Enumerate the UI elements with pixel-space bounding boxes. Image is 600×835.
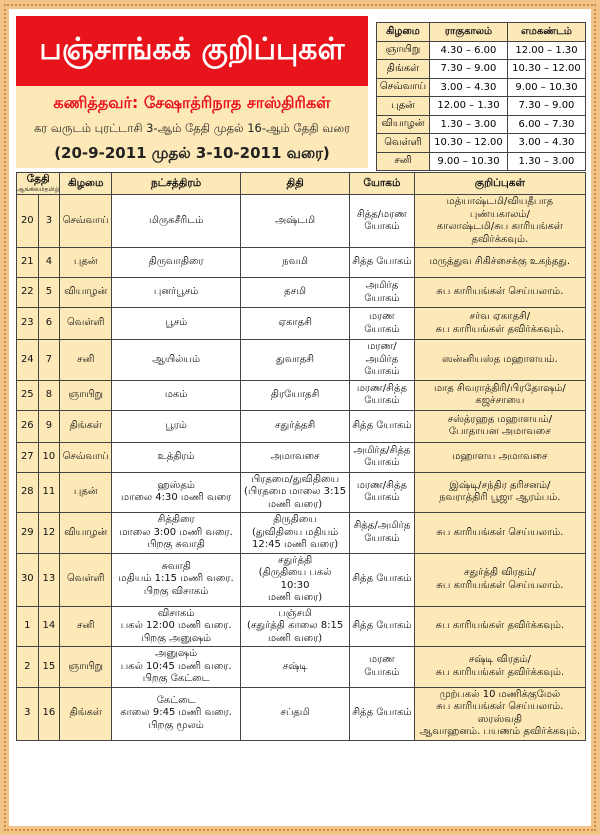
date-tamil: 10	[38, 442, 60, 472]
rahu-day: புதன்	[377, 97, 430, 116]
date-tamil: 6	[38, 308, 60, 340]
date-tamil: 7	[38, 340, 60, 381]
rahu-day: சனி	[377, 152, 430, 171]
tithi-cell: திருதியை (துவிதியை மதியம் 12:45 மணி வரை)	[241, 513, 350, 554]
ema-time: 9.00 – 10.30	[507, 78, 585, 97]
tithi-cell: நவமி	[241, 248, 350, 278]
page-title: பஞ்சாங்கக் குறிப்புகள்	[16, 16, 368, 86]
date-tamil: 5	[38, 278, 60, 308]
header-date: தேதி ஆங்கிலம் தமிழ்	[17, 173, 60, 193]
date-tamil: 4	[38, 248, 60, 278]
star-cell: திருவாதிரை	[112, 248, 241, 278]
header-day: கிழமை	[60, 173, 112, 195]
header-date-english: ஆங்கிலம்	[17, 186, 45, 193]
day-cell: சனி	[60, 340, 112, 381]
star-cell: ஹஸ்தம் மாலை 4:30 மணி வரை	[112, 472, 241, 513]
table-row	[17, 606, 586, 647]
rahu-day: வெள்ளி	[377, 134, 430, 153]
date-english: 22	[17, 278, 39, 308]
rahu-day: செவ்வாய்	[377, 78, 430, 97]
rahu-row	[377, 41, 586, 60]
rahu-header-day: கிழமை	[377, 23, 430, 42]
notes-cell: சுப காரியங்கள் செய்யலாம்.	[414, 513, 585, 554]
date-line: கர வருடம் புரட்டாசி 3-ஆம் தேதி முதல் 16-ஆம் தேதி வரை	[33, 121, 351, 135]
tithi-cell: சதுர்த்தசி	[241, 410, 350, 442]
table-row	[17, 278, 586, 308]
day-cell: வியாழன்	[60, 513, 112, 554]
date-english: 30	[17, 553, 39, 606]
rahu-day: திங்கள்	[377, 60, 430, 79]
notes-cell: இஷ்டி/சந்திர தரிசனம்/ நவராத்திரி பூஜா ஆரம்பம்.	[414, 472, 585, 513]
star-cell: விசாகம் பகல் 12:00 மணி வரை. பிறகு அனுஷம்	[112, 606, 241, 647]
day-cell: செவ்வாய்	[60, 195, 112, 248]
tithi-cell: பஞ்சமி (சதுர்த்தி காலை 8:15 மணி வரை)	[241, 606, 350, 647]
yogam-cell: மரண யோகம்	[350, 647, 415, 688]
header-notes: குறிப்புகள்	[414, 173, 585, 195]
table-row	[17, 553, 586, 606]
rahu-row	[377, 115, 586, 134]
header-tithi: திதி	[241, 173, 350, 195]
rahu-time: 7.30 – 9.00	[429, 60, 507, 79]
date-tamil: 16	[38, 687, 60, 740]
tithi-cell: துவாதசி	[241, 340, 350, 381]
panchang-table	[16, 172, 586, 741]
notes-cell: மருத்துவ சிகிச்சைக்கு உகந்தது.	[414, 248, 585, 278]
table-row	[17, 687, 586, 740]
date-tamil: 9	[38, 410, 60, 442]
tithi-cell: சதுர்த்தி (திருதியை பகல் 10:30 மணி வரை)	[241, 553, 350, 606]
date-tamil: 13	[38, 553, 60, 606]
notes-cell: சுப காரியங்கள் தவிர்க்கவும்.	[414, 606, 585, 647]
notes-cell: மாத சிவராத்திரி/பிரதோஷம்/கஜச்சாயை	[414, 380, 585, 410]
rahu-row	[377, 78, 586, 97]
day-cell: வெள்ளி	[60, 553, 112, 606]
date-english: 21	[17, 248, 39, 278]
day-cell: திங்கள்	[60, 410, 112, 442]
date-english: 3	[17, 687, 39, 740]
star-cell: அனுஷம் பகல் 10:45 மணி வரை. பிறகு கேட்டை	[112, 647, 241, 688]
ema-time: 3.00 – 4.30	[507, 134, 585, 153]
table-row	[17, 442, 586, 472]
notes-cell: சஷ்டி விரதம்/ சுப காரியங்கள் தவிர்க்கவும்.	[414, 647, 585, 688]
table-row	[17, 308, 586, 340]
yogam-cell: சித்த யோகம்	[350, 410, 415, 442]
rahu-day: வியாழன்	[377, 115, 430, 134]
header-star: நட்சத்திரம்	[112, 173, 241, 195]
tithi-cell: சப்தமி	[241, 687, 350, 740]
yogam-cell: சித்த யோகம்	[350, 553, 415, 606]
yogam-cell: அமிர்த/சித்த யோகம்	[350, 442, 415, 472]
date-english: 2	[17, 647, 39, 688]
rahu-time: 1.30 – 3.00	[429, 115, 507, 134]
tithi-cell: சஷ்டி	[241, 647, 350, 688]
star-cell: மகம்	[112, 380, 241, 410]
notes-cell: ஸன்னியஸ்த மஹாளயம்.	[414, 340, 585, 381]
date-tamil: 8	[38, 380, 60, 410]
yogam-cell: மரண/அமிர்த யோகம்	[350, 340, 415, 381]
yogam-cell: மரண/சித்த யோகம்	[350, 380, 415, 410]
tithi-cell: அமாவசை	[241, 442, 350, 472]
ema-time: 1.30 – 3.00	[507, 152, 585, 171]
date-english: 23	[17, 308, 39, 340]
table-row	[17, 195, 586, 248]
day-cell: புதன்	[60, 248, 112, 278]
day-cell: சனி	[60, 606, 112, 647]
star-cell: சித்திரை மாலை 3:00 மணி வரை. பிறகு சுவாதி	[112, 513, 241, 554]
date-tamil: 12	[38, 513, 60, 554]
date-range: (20-9-2011 முதல் 3-10-2011 வரை)	[54, 144, 330, 162]
ema-time: 12.00 – 1.30	[507, 41, 585, 60]
yogam-cell: மரண/சித்த யோகம்	[350, 472, 415, 513]
yogam-cell: அமிர்த யோகம்	[350, 278, 415, 308]
star-cell: புனர்பூசம்	[112, 278, 241, 308]
date-tamil: 3	[38, 195, 60, 248]
star-cell: பூசம்	[112, 308, 241, 340]
notes-cell: சதுர்த்தி விரதம்/ சுப காரியங்கள் செய்யலாம்.	[414, 553, 585, 606]
ema-time: 7.30 – 9.00	[507, 97, 585, 116]
author-line: கணித்தவர்: சேஷாத்ரிநாத சாஸ்திரிகள்	[53, 92, 331, 112]
date-english: 29	[17, 513, 39, 554]
ema-time: 10.30 – 12.00	[507, 60, 585, 79]
day-cell: வியாழன்	[60, 278, 112, 308]
notes-cell: முற்பகல் 10 மணிக்குமேல் சுப காரியங்கள் செய்யலாம். ஸரஸ்வதி ஆவாஹனம். பயணம் தவிர்க்கவும்.	[414, 687, 585, 740]
rahu-header-ema: எமகண்டம்	[507, 23, 585, 42]
date-tamil: 15	[38, 647, 60, 688]
table-row	[17, 380, 586, 410]
date-english: 25	[17, 380, 39, 410]
date-english: 24	[17, 340, 39, 381]
tithi-cell: திரயோதசி	[241, 380, 350, 410]
date-english: 20	[17, 195, 39, 248]
header-yogam: யோகம்	[350, 173, 415, 195]
rahu-time: 9.00 – 10.30	[429, 152, 507, 171]
rahu-time: 12.00 – 1.30	[429, 97, 507, 116]
yogam-cell: சித்த யோகம்	[350, 248, 415, 278]
tithi-cell: அஷ்டமி	[241, 195, 350, 248]
date-english: 28	[17, 472, 39, 513]
rahu-row	[377, 152, 586, 171]
notes-cell: சஸ்த்ரஹத மஹாளயம்/ போதாயன அமாவசை	[414, 410, 585, 442]
date-tamil: 14	[38, 606, 60, 647]
rahu-kalam-table	[376, 22, 586, 171]
notes-cell: மஹாளய அமாவசை	[414, 442, 585, 472]
star-cell: சுவாதி மதியம் 1:15 மணி வரை. பிறகு விசாகம்	[112, 553, 241, 606]
yogam-cell: சித்த யோகம்	[350, 687, 415, 740]
tithi-cell: பிரதமை/துவிதியை (பிரதமை மாலை 3:15 மணி வரை)	[241, 472, 350, 513]
rahu-row	[377, 134, 586, 153]
table-row	[17, 513, 586, 554]
star-cell: பூரம்	[112, 410, 241, 442]
star-cell: ஆயில்யம்	[112, 340, 241, 381]
rahu-time: 4.30 – 6.00	[429, 41, 507, 60]
date-english: 26	[17, 410, 39, 442]
notes-cell: சுப காரியங்கள் செய்யலாம்.	[414, 278, 585, 308]
yogam-cell: மரண யோகம்	[350, 308, 415, 340]
date-english: 27	[17, 442, 39, 472]
tithi-cell: தசமி	[241, 278, 350, 308]
table-row	[17, 340, 586, 381]
yogam-cell: சித்த/மரண யோகம்	[350, 195, 415, 248]
day-cell: புதன்	[60, 472, 112, 513]
rahu-time: 3.00 – 4.30	[429, 78, 507, 97]
rahu-day: ஞாயிறு	[377, 41, 430, 60]
date-tamil: 11	[38, 472, 60, 513]
date-english: 1	[17, 606, 39, 647]
notes-cell: மத்யாஷ்டமி/வியதீபாத புண்யகாலம்/ காலாஷ்டமி/சுப காரியங்கள் தவிர்க்கவும்.	[414, 195, 585, 248]
yogam-cell: சித்த யோகம்	[350, 606, 415, 647]
day-cell: வெள்ளி	[60, 308, 112, 340]
star-cell: உத்திரம்	[112, 442, 241, 472]
table-row	[17, 647, 586, 688]
tithi-cell: ஏகாதசி	[241, 308, 350, 340]
day-cell: திங்கள்	[60, 687, 112, 740]
rahu-time: 10.30 – 12.00	[429, 134, 507, 153]
day-cell: ஞாயிறு	[60, 647, 112, 688]
day-cell: ஞாயிறு	[60, 380, 112, 410]
ema-time: 6.00 – 7.30	[507, 115, 585, 134]
rahu-row	[377, 60, 586, 79]
header-date-tamil: தமிழ்	[44, 186, 60, 193]
day-cell: செவ்வாய்	[60, 442, 112, 472]
table-row	[17, 248, 586, 278]
star-cell: கேட்டை காலை 9:45 மணி வரை. பிறகு மூலம்	[112, 687, 241, 740]
star-cell: மிருகசீரிடம்	[112, 195, 241, 248]
table-row	[17, 472, 586, 513]
table-row	[17, 410, 586, 442]
yogam-cell: சித்த/அமிர்த யோகம்	[350, 513, 415, 554]
notes-cell: சர்வ ஏகாதசி/ சுப காரியங்கள் தவிர்க்கவும்.	[414, 308, 585, 340]
rahu-row	[377, 97, 586, 116]
rahu-header-rahu: ராகுகாலம்	[429, 23, 507, 42]
